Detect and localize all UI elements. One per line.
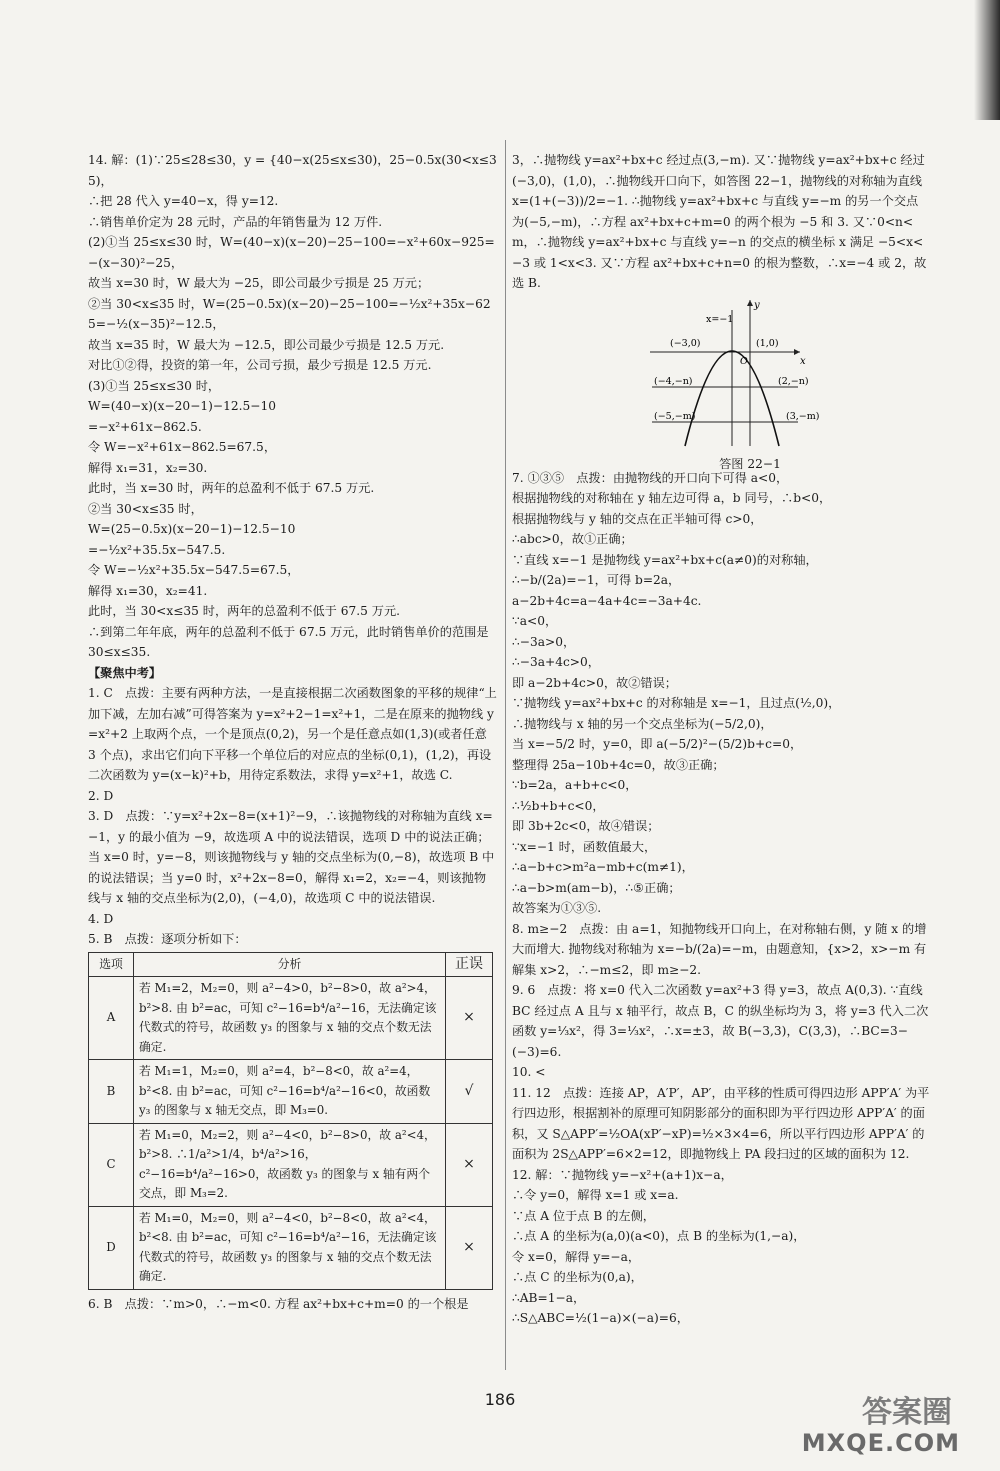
text-line: 7. ①③⑤ 点拨：由抛物线的开口向下可得 a<0，	[512, 470, 789, 485]
text-line: a−2b+4c=a−4a+4c=−3a+4c.	[512, 593, 702, 608]
text-line: 令 W=−x²+61x−862.5=67.5，	[88, 440, 277, 454]
table-cell-option: A	[89, 977, 134, 1060]
table-cell-mark: √	[446, 1060, 493, 1124]
text-line: 即 a−2b+4c>0，故②错误；	[512, 675, 677, 690]
text-line: ∴½b+b+c<0，	[512, 798, 605, 813]
text-line: 12. 解：∵抛物线 y=−x²+(a+1)x−a，	[512, 1167, 733, 1182]
text-line: 6. B 点拨：∵m>0，∴−m<0. 方程 ax²+bx+c+m=0 的一个根是	[88, 1296, 469, 1311]
watermark-cn: 答案圈	[862, 1395, 952, 1430]
text-line: 对比①②得，投资的第一年，公司亏损，最少亏损是 12.5 万元.	[88, 358, 432, 372]
text-line: ∴AB=1−a，	[512, 1290, 586, 1305]
text-line: ②当 30<x≤35 时，	[88, 501, 203, 516]
text-line: ②当 30<x≤35 时，W=(25−0.5x)(x−20)−25−100=−½x²+35x−625=−½(x−35)²−12.5，	[88, 296, 491, 331]
text-line: ∴销售单价定为 28 元时，产品的年销售量为 12 万件.	[88, 214, 383, 229]
text-line: 整理得 25a−10b+4c=0，故③正确；	[512, 757, 725, 772]
point-label: (−4,−n)	[654, 375, 693, 387]
table-header-cell: 正误	[446, 952, 493, 977]
text-line: =−½x²+35.5x−547.5.	[88, 542, 226, 557]
axis-y-label: y	[754, 299, 760, 311]
table-cell-analysis: 若 M₁=0，M₂=0，则 a²−4<0，b²−8<0，故 a²<4，b²<8. 由 b²=ac，可知 c²−16=b⁴/a²−16，无法确定该代数式的符号，故函数 y₃ 的图象与 x 轴的交点个数无法确定.	[134, 1206, 446, 1289]
point-label: (1,0)	[756, 337, 779, 349]
text-line: 即 3b+2c<0，故④错误；	[512, 819, 660, 833]
text-line: 4. D	[88, 911, 114, 926]
parabola-figure	[650, 298, 850, 471]
text-line: 10. <	[512, 1065, 546, 1079]
axis-x-label: x	[800, 355, 806, 367]
text-line: 11. 12 点拨：连接 AP，A′P′，AP′，由平移的性质可得四边形 APP′A′ 为平行四边形，根据割补的原理可知阴影部分的面积即为平行四边形 APP′A′ 的面积，又 S△APP′=½OA(xP′−xP)=½×3×4=6，所以平行四边形 APP′A′ 的面积为 2S△APP′=6×2=12，即抛物线上 PA 段扫过的区域的面积为 12.	[512, 1085, 930, 1161]
text-line: 1. C 点拨：主要有两种方法，一是直接根据二次函数图象的平移的规律“上加下减，左加右减”可得答案为 y=x²+2−1=x²+1，二是在原来的抛物线 y=x²+2 上取两个点，一个是顶点(0,2)，另一个是任意点如(1,3)(或者任意 3 个点)，求出它们向下平移一个单位后的对应点的坐标(0,1)，(1,2)，再设二次函数为 y=(x−k)²+b，用待定系数法，求得 y=x²+1，故选 C.	[88, 686, 497, 782]
text-line: ∵b=2a，a+b+c<0，	[512, 778, 638, 792]
text-line: 根据抛物线与 y 轴的交点在正半轴可得 c>0，	[512, 511, 763, 526]
text-line: 3. D 点拨：∵y=x²+2x−8=(x+1)²−9，∴该抛物线的对称轴为直线 x=−1，y 的最小值为 −9，故选项 A 中的说法错误，选项 D 中的说法正确；当 x=0 时，y=−8，则该抛物线与 y 轴的交点坐标为(0,−8)，故选项 B 中的说法错误；当 y=0 时，x²+2x−8=0，解得 x₁=2，x₂=−4，则该抛物线与 x 轴的交点坐标为(2,0)，(−4,0)，故选项 C 中的说法错误.	[88, 809, 495, 905]
column-divider	[505, 140, 506, 1370]
text-line: ∴把 28 代入 y=40−x，得 y=12.	[88, 194, 279, 208]
point-label: (−3,0)	[670, 337, 701, 349]
table-row	[89, 1060, 493, 1124]
text-line: 2. D	[88, 788, 114, 803]
table-row	[89, 977, 493, 1060]
table-cell-option: B	[89, 1060, 134, 1124]
table-row	[89, 1206, 493, 1289]
page-number: 186	[484, 1390, 516, 1409]
table-cell-analysis: 若 M₁=1，M₂=0，则 a²=4，b²−8<0，故 a²=4，b²<8. 由 b²=ac，可知 c²−16=b⁴/a²−16<0，故函数 y₃ 的图象与 x 轴无交点，即 M₃=0.	[134, 1060, 446, 1124]
text-line: 故当 x=30 时，W 最大为 −25，即公司最少亏损是 25 万元；	[88, 276, 430, 290]
mid-block	[88, 683, 498, 950]
right-column	[512, 150, 930, 1329]
text-line: 解得 x₁=30，x₂=41.	[88, 583, 208, 598]
table-row	[89, 1123, 493, 1206]
symmetry-label: x=−1	[706, 313, 734, 325]
table-cell-option: C	[89, 1123, 134, 1206]
point-label: (−5,−m)	[654, 410, 696, 422]
text-line: 解得 x₁=31，x₂=30.	[88, 460, 208, 475]
table-cell-mark: ×	[446, 1123, 493, 1206]
right-bottom-block	[512, 468, 930, 1329]
text-line: 当 x=−5/2 时，y=0，即 a(−5/2)²−(5/2)b+c=0，	[512, 737, 803, 751]
table-cell-analysis: 若 M₁=0，M₂=2，则 a²−4<0，b²−8>0，故 a²<4，b²>8. ∴1/a²>1/4，b⁴/a²>16，c²−16=b⁴/a²−16>0，故函数 y₃ 的图象与 x 轴有两个交点，即 M₃=2.	[134, 1123, 446, 1206]
text-line: =−x²+61x−862.5.	[88, 419, 202, 434]
text-line: 8. m≥−2 点拨：由 a=1，知抛物线开口向上，在对称轴右侧，y 随 x 的增大而增大. 抛物线对称轴为 x=−b/(2a)=−m，由题意知，{x>2，x>−m 有解集 x>2，∴−m≤2，即 m≥−2.	[512, 921, 927, 977]
text-line: 令 x=0，解得 y=−a，	[512, 1249, 641, 1264]
text-line: ∵点 A 位于点 B 的左侧，	[512, 1208, 655, 1223]
table-cell-mark: ×	[446, 1206, 493, 1289]
table-cell-option: D	[89, 1206, 134, 1289]
text-line: ∴点 C 的坐标为(0,a)，	[512, 1270, 643, 1284]
origin-label: O	[740, 355, 748, 367]
text-line: ∵a<0，	[512, 614, 558, 628]
table-header-row	[89, 952, 493, 977]
text-line: 5. B 点拨：逐项分析如下：	[88, 932, 247, 946]
text-line: ∴令 y=0，解得 x=1 或 x=a.	[512, 1188, 679, 1202]
point-label: (2,−n)	[778, 375, 809, 387]
table-header-cell: 分析	[134, 952, 446, 977]
text-line: ∴abc>0，故①正确；	[512, 532, 633, 546]
text-line: ∵抛物线 y=ax²+bx+c 的对称轴是 x=−1，且过点(½,0)，	[512, 696, 841, 710]
text-line: ∴a−b+c>m²a−mb+c(m≠1)，	[512, 860, 694, 874]
table-header-cell: 选项	[89, 952, 134, 977]
text-line: (3)①当 25≤x≤30 时，	[88, 378, 221, 393]
text-line: 故当 x=35 时，W 最大为 −12.5，即公司最少亏损是 12.5 万元.	[88, 337, 445, 352]
q14-block	[88, 150, 498, 663]
text-line: ∴a−b>m(am−b)，∴⑤正确；	[512, 880, 681, 895]
text-line: ∴−b/(2a)=−1，可得 b=2a，	[512, 573, 681, 587]
text-line: ∴−3a+4c>0，	[512, 655, 600, 669]
text-line: 此时，当 x=30 时，两年的总盈利不低于 67.5 万元.	[88, 481, 375, 495]
text-line: ∴到第二年年底，两年的总盈利不低于 67.5 万元，此时销售单价的范围是 30≤x≤35.	[88, 624, 493, 659]
watermark-en: MXQE.COM	[801, 1429, 960, 1457]
text-line: W=(40−x)(x−20−1)−12.5−10	[88, 399, 276, 413]
text-line: ∴−3a>0，	[512, 634, 576, 649]
text-line: 故答案为①③⑤.	[512, 901, 602, 915]
page-edge-shadow	[974, 0, 1000, 120]
analysis-table	[88, 952, 493, 1290]
text-line: 根据抛物线的对称轴在 y 轴左边可得 a，b 同号，∴b<0，	[512, 491, 832, 505]
text-line: (2)①当 25≤x≤30 时，W=(40−x)(x−20)−25−100=−x²+60x−925=−(x−30)²−25，	[88, 235, 495, 270]
point-label: (3,−m)	[786, 410, 820, 422]
text-line: W=(25−0.5x)(x−20−1)−12.5−10	[88, 522, 296, 536]
text-line: ∴点 A 的坐标为(a,0)(a<0)，点 B 的坐标为(1,−a)，	[512, 1229, 806, 1243]
text-line: ∵x=−1 时，函数值最大，	[512, 839, 657, 854]
text-line: 此时，当 30<x≤35 时，两年的总盈利不低于 67.5 万元.	[88, 604, 401, 618]
left-column	[88, 150, 498, 1314]
table-cell-mark: ×	[446, 977, 493, 1060]
text-line: ∴抛物线与 x 轴的另一个交点坐标为(−5/2,0)，	[512, 716, 773, 731]
text-line: 9. 6 点拨：将 x=0 代入二次函数 y=ax²+3 得 y=3，故点 A(0,3). ∵直线 BC 经过点 A 且与 x 轴平行，故点 B，C 的纵坐标均为 3，将 y=3 代入二次函数 y=⅓x²，得 3=⅓x²，∴x=±3，故 B(−3,3)，C(3,3)，∴BC=3−(−3)=6.	[512, 983, 929, 1059]
text-line: ∴S△ABC=½(1−a)×(−a)=6，	[512, 1311, 689, 1325]
parabola-graph	[650, 298, 850, 448]
text-line: 3，∴抛物线 y=ax²+bx+c 经过点(3,−m). 又∵抛物线 y=ax²+bx+c 经过(−3,0)，(1,0)，∴抛物线开口向下，如答图 22−1，抛物线的对称轴为直线 x=(1+(−3))/2=−1. ∴抛物线 y=ax²+bx+c 与直线 y=−m 的另一个交点为(−5,−m)，∴方程 ax²+bx+c+m=0 的两个根为 −5 和 3. 又∵0<n<m，∴抛物线 y=ax²+bx+c 与直线 y=−n 的交点的横坐标 x 满足 −5<x<−3 或 1<x<3. 又∵方程 ax²+bx+c+n=0 的根为整数，∴x=−4 或 2，故选 B.	[512, 153, 927, 290]
section-title: 【聚焦中考】	[88, 665, 162, 680]
text-line: 令 W=−½x²+35.5x−547.5=67.5，	[88, 563, 300, 577]
table-cell-analysis: 若 M₁=2，M₂=0，则 a²−4>0，b²−8>0，故 a²>4，b²>8. 由 b²=ac，可知 c²−16=b⁴/a²−16，无法确定该代数式的符号，故函数 y₃ 的图象与 x 轴的交点个数无法确定.	[134, 977, 446, 1060]
text-line: 14. 解：(1)∵25≤28≤30，y = {40−x(25≤x≤30)，25−0.5x(30<x≤35)，	[88, 153, 497, 188]
text-line: ∵直线 x=−1 是抛物线 y=ax²+bx+c(a≠0)的对称轴，	[512, 552, 818, 567]
figure-caption: 答图 22−1	[719, 457, 781, 471]
